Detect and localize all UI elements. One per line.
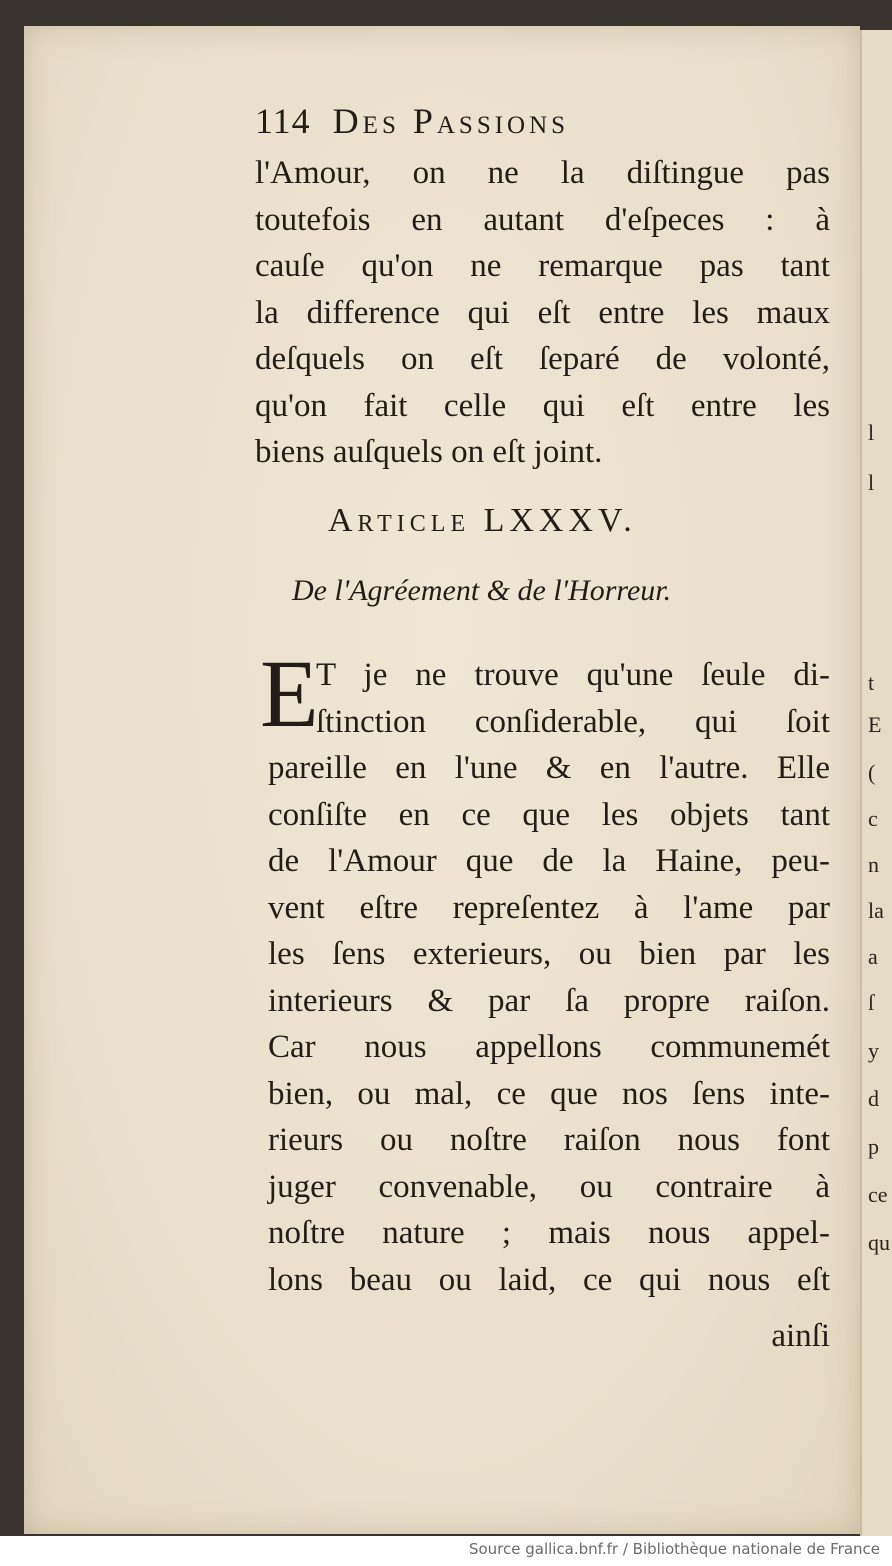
adjacent-page-fragment: qu	[868, 1230, 890, 1255]
paragraph-continued	[255, 150, 830, 476]
text-line: bien, ou mal, ce que nos ſens inte-	[268, 1075, 830, 1112]
text-line: interieurs & par ſa propre raiſon.	[268, 982, 830, 1019]
adjacent-page-fragment: (	[868, 760, 876, 785]
text-line: l'Amour, on ne la diſtingue pas	[255, 155, 830, 191]
text-line: de l'Amour que de la Haine, peu-	[268, 843, 830, 879]
adjacent-page-fragment: p	[868, 1134, 879, 1159]
text-line: T je ne trouve qu'une ſeule di-	[316, 657, 830, 693]
text-line: vent eſtre repreſentez à l'ame par	[268, 889, 830, 926]
running-head	[255, 100, 725, 142]
article-subheading: De l'Agréement & de l'Horreur.	[292, 574, 672, 607]
text-line: cauſe qu'on ne remarque pas tant	[255, 248, 830, 284]
text-line: ſtinction conſiderable, qui ſoit	[316, 703, 830, 740]
drop-cap: E	[260, 640, 319, 747]
adjacent-page-fragment: E	[868, 712, 882, 737]
adjacent-page-fragment: la	[868, 898, 884, 923]
adjacent-page-edge	[860, 30, 892, 1536]
page-number: 114	[255, 101, 311, 141]
text-line: Car nous appellons communemét	[268, 1029, 830, 1065]
text-line: les ſens exterieurs, ou bien par les	[268, 936, 830, 972]
adjacent-page-fragment: ſ	[868, 990, 875, 1015]
text-line: pareille en l'une & en l'autre. Elle	[268, 750, 830, 786]
text-line: lons beau ou laid, ce qui nous eſt	[268, 1261, 830, 1298]
text-line: qu'on fait celle qui eſt entre les	[255, 387, 830, 424]
paragraph-article	[268, 652, 830, 1303]
adjacent-page-fragment: d	[868, 1086, 879, 1111]
adjacent-page-fragment: ce	[868, 1182, 888, 1207]
text-line: deſquels on eſt ſeparé de volonté,	[255, 341, 830, 377]
source-attribution[interactable]: Source gallica.bnf.fr / Bibliothèque nationale de France	[468, 1540, 880, 1558]
running-title: Des Passions	[332, 101, 570, 141]
adjacent-page-fragment: n	[868, 852, 879, 877]
text-line: noſtre nature ; mais nous appel-	[268, 1215, 830, 1251]
text-line: conſiſte en ce que les objets tant	[268, 796, 830, 833]
article-heading: Article LXXXV.	[328, 502, 637, 539]
footer-bar	[0, 1536, 892, 1566]
text-line: toutefois en autant d'eſpeces : à	[255, 201, 830, 238]
adjacent-page-fragment: a	[868, 944, 878, 969]
adjacent-page-fragment: y	[868, 1038, 879, 1063]
adjacent-page-fragment: c	[868, 806, 878, 831]
adjacent-page-fragment: t	[868, 670, 875, 695]
adjacent-page-fragment: l	[868, 420, 875, 445]
text-line: biens auſquels on eſt joint.	[255, 434, 603, 470]
catchword: ainſi	[771, 1318, 830, 1354]
text-line: la difference qui eſt entre les maux	[255, 294, 830, 331]
adjacent-page-fragment: l	[868, 470, 875, 495]
text-line: rieurs ou noſtre raiſon nous font	[268, 1122, 830, 1158]
text-line: juger convenable, ou contraire à	[268, 1168, 830, 1205]
